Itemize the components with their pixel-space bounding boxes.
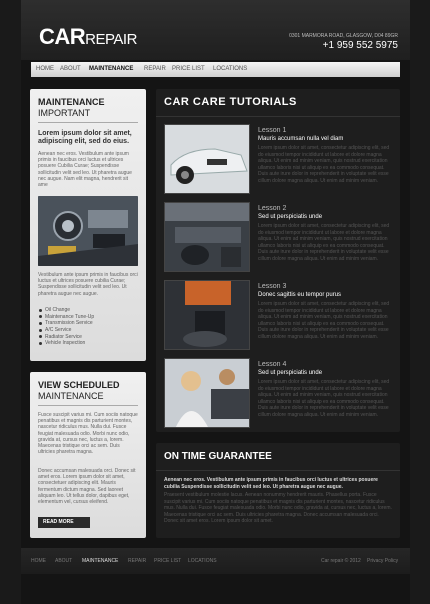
lesson-item[interactable] bbox=[164, 358, 394, 428]
maintenance-title: MAINTENANCE bbox=[38, 97, 105, 107]
lesson-text: Lorem ipsum dolor sit amet, consectetur adipiscing elit, sed do eiusmod tempor incididunt ut labore et dolore magna aliqua. Ut enim ad minim veniam, quis nostrud exercitation ullamco laboris nisi ut aliquip ex ea commodo consequat. Duis aute irure dolor in reprehenderit in voluptate velit esse cillum dolore magna aliqua. Ut enim ad minim veniam. bbox=[258, 379, 390, 418]
guarantee-panel bbox=[156, 443, 400, 538]
logo-car-text: CAR bbox=[39, 24, 86, 49]
maintenance-text: Aenean nec eros. Vestibulum ante ipsum primis in faucibus orci luctus et ultrices posuere Cubilia Curae; Suspendisse sollicitudin velit sed leo. Ut pharetra augue nec augue. Nam elit magna, hendrerit sit ame bbox=[38, 151, 132, 189]
nav-item-home[interactable]: HOME bbox=[36, 66, 54, 72]
lesson-number: Lesson 1 bbox=[258, 127, 287, 134]
list-item[interactable]: Radiator Service bbox=[38, 334, 138, 341]
service-list bbox=[38, 307, 138, 347]
divider bbox=[156, 470, 400, 471]
nav-item-locations[interactable]: LOCATIONS bbox=[213, 66, 248, 72]
read-more-button[interactable]: READ MORE bbox=[38, 517, 90, 528]
guarantee-title: ON TIME GUARANTEE bbox=[164, 451, 272, 462]
list-item[interactable]: Oil Change bbox=[38, 307, 138, 314]
footer-nav-about[interactable]: ABOUT bbox=[55, 558, 73, 564]
lesson-text: Lorem ipsum dolor sit amet, consectetur adipiscing elit, sed do eiusmod tempor incididunt ut labore et dolore magna aliqua. Ut enim ad minim veniam, quis nostrud exercitation ullamco laboris nisi ut aliquip ex ea commodo consequat. Duis aute irure dolor in reprehenderit in voluptate velit esse cillum dolore magna aliqua. Ut enim ad minim veniam. bbox=[258, 223, 390, 262]
schedule-panel bbox=[30, 372, 146, 538]
lesson-number: Lesson 3 bbox=[258, 283, 287, 290]
tutorials-title: CAR CARE TUTORIALS bbox=[164, 96, 297, 108]
lesson-text: Lorem ipsum dolor sit amet, consectetur adipiscing elit, sed do eiusmod tempor incididunt ut labore et dolore magna aliqua. Ut enim ad minim veniam, quis nostrud exercitation ullamco laboris nisi ut aliquip ex ea commodo consequat. Duis aute irure dolor in reprehenderit in voluptate velit esse cillum dolore magna aliqua. Ut enim ad minim veniam. bbox=[258, 301, 390, 340]
list-item[interactable]: Vehicle Inspection bbox=[38, 340, 138, 347]
divider bbox=[156, 116, 400, 117]
list-item[interactable]: Maintenance Tune-Up bbox=[38, 314, 138, 321]
lesson-text: Lorem ipsum dolor sit amet, consectetur adipiscing elit, sed do eiusmod tempor incididunt ut labore et dolore magna aliqua. Ut enim ad minim veniam, quis nostrud exercitation ullamco laboris nisi ut aliquip ex ea commodo consequat. Duis aute irure dolor in reprehenderit in voluptate velit esse cillum dolore magna aliqua. Ut enim ad minim veniam. bbox=[258, 145, 390, 184]
guarantee-lead: Aenean nec eros. Vestibulum ante ipsum primis in faucibus orci luctus et ultrices posuere cubilia Suspendisse sollicitudin velit sed leo. Ut pharetra augue nec augue. bbox=[164, 477, 378, 490]
schedule-text-2: Donec accumsan malesuada orci. Donec sit amet eros. Lorem ipsum dolor sit amet, consectetuer adipiscing elit. Mauris fermentum dictum magna. Sed laoreet aliquam leo. Ut tellus dolor, dapibus eget, elementum vel, cursus eleifend. bbox=[38, 468, 136, 506]
main-nav bbox=[31, 62, 400, 77]
lesson-item[interactable] bbox=[164, 280, 394, 350]
list-item[interactable]: Transmission Service bbox=[38, 320, 138, 327]
footer-nav-repair[interactable]: REPAIR bbox=[128, 558, 147, 564]
maintenance-lead: Lorem ipsum dolor sit amet, adipiscing elit, sed do eius. bbox=[38, 130, 132, 145]
lesson-thumbnail bbox=[164, 202, 250, 272]
guarantee-text: Praesent vestibulum molestie lacus. Aenean nonummy hendrerit mauris. Phasellus porta. Fusce suscipit varius mi. Cum sociis natoque penatibus et magnis dis parturient montes, nascetur ridiculus mus. Nulla dui. Fusce feugiat malesuada odio. Morbi nunc odio, gravida at, cursus nec, luctus a, lorem. Maecenas tristique orci ac sem. Duis ultricies pharetra magna. Donec accumsan malesuada orci. Donec sit amet eros. Lorem ipsum dolor sit amet. bbox=[164, 492, 392, 524]
copyright: Car repair © 2012 bbox=[321, 558, 361, 564]
lesson-item[interactable] bbox=[164, 202, 394, 272]
divider bbox=[38, 122, 138, 123]
site-logo[interactable] bbox=[39, 24, 137, 50]
lesson-heading[interactable]: Donec sagittis eu tempor purus bbox=[258, 292, 342, 298]
maintenance-text-2: Vestibulum ante ipsum primis in faucibus orci luctus et ultrices posuere cubilia Curae; Suspendisse sollicitudin velit sed leo. Ut pharetra augue nec augue. bbox=[38, 272, 138, 297]
nav-item-about[interactable]: ABOUT bbox=[60, 66, 81, 72]
tutorials-panel bbox=[156, 89, 400, 432]
schedule-text: Fusce suscipit varius mi. Cum sociis natoque penatibus et magnis dis parturient montes, nascetur ridiculus mus. Nulla dui. Fusce feugiat malesuada odio. Morbi nunc odio, gravida at, cursus nec, luctus a, lorem. Maecenas tristique orci ac sem. Duis ultricies pharetra magna. bbox=[38, 412, 138, 456]
maintenance-subtitle: IMPORTANT bbox=[38, 108, 91, 118]
nav-item-repair[interactable]: REPAIR bbox=[144, 66, 166, 72]
footer-nav-home[interactable]: HOME bbox=[31, 558, 46, 564]
lesson-heading[interactable]: Sed ut perspiciatis unde bbox=[258, 370, 323, 376]
address: 0301 MARMORA ROAD, GLASGOW, D04 89GR bbox=[289, 33, 398, 39]
footer-nav-price-list[interactable]: PRICE LIST bbox=[154, 558, 182, 564]
site-header bbox=[21, 0, 410, 60]
schedule-subtitle: MAINTENANCE bbox=[38, 391, 104, 401]
footer-nav-locations[interactable]: LOCATIONS bbox=[188, 558, 217, 564]
lesson-heading[interactable]: Sed ut perspiciatis unde bbox=[258, 214, 323, 220]
lesson-thumbnail bbox=[164, 280, 250, 350]
logo-repair-text: REPAIR bbox=[85, 31, 137, 48]
nav-item-maintenance[interactable]: MAINTENANCE bbox=[89, 66, 134, 72]
site-footer bbox=[21, 548, 410, 574]
divider bbox=[38, 405, 138, 406]
page bbox=[21, 0, 410, 604]
footer-nav-maintenance[interactable]: MAINTENANCE bbox=[82, 558, 119, 564]
privacy-policy-link[interactable]: Privacy Policy bbox=[367, 558, 399, 564]
lesson-item[interactable] bbox=[164, 124, 394, 194]
maintenance-panel bbox=[30, 89, 146, 361]
engine-image bbox=[38, 196, 138, 266]
schedule-title: VIEW SCHEDULED bbox=[38, 380, 120, 390]
nav-item-price-list[interactable]: PRICE LIST bbox=[172, 66, 205, 72]
lesson-number: Lesson 4 bbox=[258, 361, 287, 368]
lesson-heading[interactable]: Mauris accumsan nulla vel diam bbox=[258, 136, 344, 142]
lesson-thumbnail bbox=[164, 358, 250, 428]
lesson-thumbnail bbox=[164, 124, 250, 194]
phone-number: +1 959 552 5975 bbox=[322, 40, 398, 51]
lesson-number: Lesson 2 bbox=[258, 205, 287, 212]
list-item[interactable]: A/C Service bbox=[38, 327, 138, 334]
